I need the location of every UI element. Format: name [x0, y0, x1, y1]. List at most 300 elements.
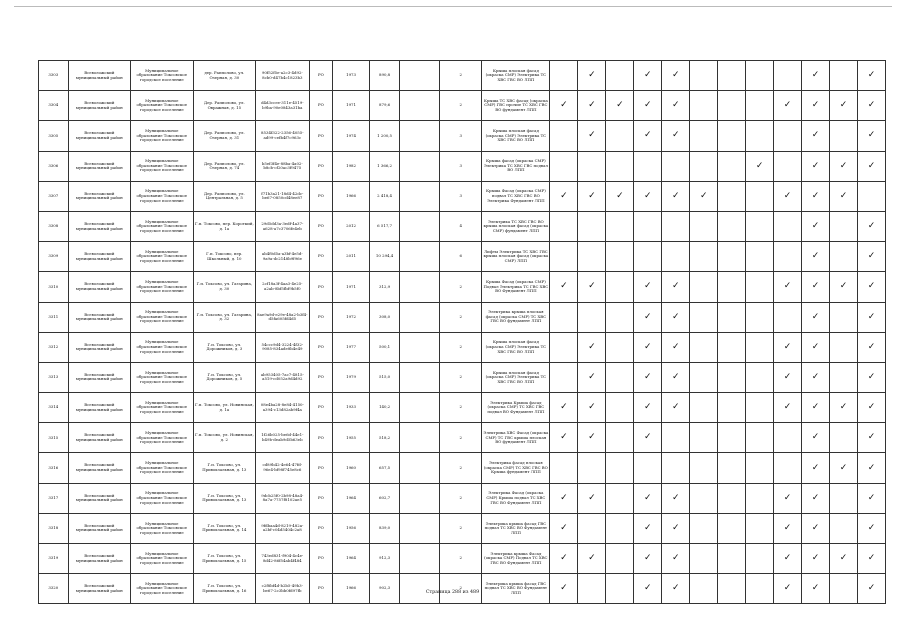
ownership-cell: РО [309, 151, 333, 181]
municipality-cell: Муниципальное образование Токсовское городское поселение [131, 453, 194, 483]
empty-cell [400, 423, 440, 453]
floors-cell: 2 [440, 453, 482, 483]
works-cell: Электрика ТС ХВС ГВС ВО крыша плоская фасад (окраска СМР) фундамент ЛПП [482, 211, 550, 241]
work-check-cell [774, 513, 802, 543]
work-check-cell [690, 544, 718, 574]
area-cell: 912,3 [369, 544, 400, 574]
ownership-cell: РО [309, 393, 333, 423]
empty-cell [400, 544, 440, 574]
work-check-cell [802, 423, 830, 453]
work-check-cell [830, 181, 858, 211]
works-cell: Электрика Крыша фасад (окраска СМР) ТС ХВС ГВС подвал ВО Фундамент ЛПП [482, 393, 550, 423]
address-cell: Г.п. Токсово, ул. Новинская, д. 2 [193, 423, 256, 453]
work-check-cell [802, 483, 830, 513]
work-check-cell [634, 483, 662, 513]
build-year-cell: 1933 [333, 393, 369, 423]
floors-cell: 2 [440, 574, 482, 604]
row-number: 3311 [39, 302, 69, 332]
work-check-cell [550, 61, 578, 91]
table-row [39, 513, 886, 543]
empty-cell [400, 61, 440, 91]
work-check-cell [550, 393, 578, 423]
check-mark-icon: ✓ [811, 371, 820, 382]
work-check-cell [550, 272, 578, 302]
municipality-cell: Муниципальное образование Токсовское городское поселение [131, 242, 194, 272]
table-row [39, 181, 886, 211]
check-mark-icon: ✓ [644, 522, 652, 533]
district-cell: Всеволожский муниципальный район [68, 151, 131, 181]
work-check-cell [718, 362, 746, 392]
work-check-cell [634, 513, 662, 543]
row-number: 3307 [39, 181, 69, 211]
work-check-cell [746, 453, 774, 483]
build-year-cell: 2012 [333, 211, 369, 241]
check-mark-icon: ✓ [811, 462, 820, 473]
work-check-cell [718, 181, 746, 211]
work-check-cell [718, 61, 746, 91]
work-check-cell [802, 61, 830, 91]
work-check-cell [802, 91, 830, 121]
floors-cell: 2 [440, 483, 482, 513]
work-check-cell [634, 242, 662, 272]
work-check-cell [578, 483, 606, 513]
check-mark-icon: ✓ [839, 402, 848, 413]
check-mark-icon: ✓ [811, 402, 820, 413]
build-year-cell: 1971 [333, 91, 369, 121]
empty-cell [400, 272, 440, 302]
district-cell: Всеволожский муниципальный район [68, 574, 131, 604]
district-cell: Всеволожский муниципальный район [68, 423, 131, 453]
work-check-cell [662, 61, 690, 91]
work-check-cell [746, 483, 774, 513]
building-code-cell: b5ef3f4e-88ba-4a02-b8cb-cf20ac3f9475 [256, 151, 309, 181]
check-mark-icon: ✓ [811, 281, 820, 292]
check-mark-icon: ✓ [867, 522, 876, 533]
work-check-cell [606, 151, 634, 181]
district-cell: Всеволожский муниципальный район [68, 91, 131, 121]
work-check-cell [774, 332, 802, 362]
check-mark-icon: ✓ [867, 311, 876, 322]
row-number: 3318 [39, 513, 69, 543]
works-cell: Электрика крыша плоская фасад (окраска СМР) ТС ХВС ГВС ВО фундамент ЛПП [482, 302, 550, 332]
check-mark-icon: ✓ [783, 522, 792, 533]
municipality-cell: Муниципальное образование Токсовское городское поселение [131, 61, 194, 91]
work-check-cell [634, 453, 662, 483]
area-cell: 312,9 [369, 272, 400, 302]
check-mark-icon: ✓ [867, 462, 876, 473]
work-check-cell [550, 483, 578, 513]
work-check-cell [550, 423, 578, 453]
work-check-cell [857, 513, 885, 543]
table-row [39, 91, 886, 121]
works-cell: Электрика фасад плоская (окраска СМР) ТС ХВС ГВС ВО Крыша фундамент ЛПП [482, 453, 550, 483]
work-check-cell [830, 91, 858, 121]
work-check-cell [634, 302, 662, 332]
works-cell: Лифты Электрика ТС ХВС ГВС крыша плоская фасад (окраска СМР) ЛПП [482, 242, 550, 272]
area-cell: 518,2 [369, 423, 400, 453]
work-check-cell [746, 91, 774, 121]
ownership-cell: РО [309, 544, 333, 574]
work-check-cell [830, 242, 858, 272]
check-mark-icon: ✓ [588, 70, 596, 81]
check-mark-icon: ✓ [644, 130, 652, 141]
district-cell: Всеволожский муниципальный район [68, 513, 131, 543]
row-number: 3312 [39, 332, 69, 362]
check-mark-icon: ✓ [783, 492, 792, 503]
work-check-cell [774, 121, 802, 151]
build-year-cell: 2011 [333, 242, 369, 272]
work-check-cell [830, 453, 858, 483]
check-mark-icon: ✓ [811, 341, 820, 352]
work-check-cell [830, 61, 858, 91]
work-check-cell [578, 272, 606, 302]
work-check-cell [606, 91, 634, 121]
work-check-cell [550, 181, 578, 211]
building-code-cell: 29d5dd3a-3edf-4a37-a628-a7c3706fe4eb [256, 211, 309, 241]
work-check-cell [690, 574, 718, 604]
check-mark-icon: ✓ [644, 583, 652, 594]
floors-cell: 2 [440, 272, 482, 302]
row-number: 3316 [39, 453, 69, 483]
check-mark-icon: ✓ [644, 432, 652, 443]
check-mark-icon: ✓ [671, 130, 680, 141]
check-mark-icon: ✓ [867, 553, 876, 564]
district-cell: Всеволожский муниципальный район [68, 242, 131, 272]
ownership-cell: РО [309, 61, 333, 91]
district-cell: Всеволожский муниципальный район [68, 61, 131, 91]
build-year-cell: 1971 [333, 272, 369, 302]
check-mark-icon: ✓ [811, 160, 820, 171]
check-mark-icon: ✓ [671, 281, 680, 292]
work-check-cell [606, 121, 634, 151]
work-check-cell [578, 574, 606, 604]
check-mark-icon: ✓ [867, 341, 876, 352]
work-check-cell [662, 393, 690, 423]
floors-cell: 3 [440, 121, 482, 151]
floors-cell: 3 [440, 181, 482, 211]
work-check-cell [830, 121, 858, 151]
check-mark-icon: ✓ [867, 70, 876, 81]
check-mark-icon: ✓ [839, 100, 848, 111]
work-check-cell [857, 362, 885, 392]
check-mark-icon: ✓ [560, 281, 568, 292]
work-check-cell [690, 211, 718, 241]
work-check-cell [550, 151, 578, 181]
building-code-cell: 54ccc9d4-3224-4f32-9085-834ade8b4e49 [256, 332, 309, 362]
work-check-cell [746, 242, 774, 272]
work-check-cell [774, 393, 802, 423]
work-check-cell [830, 574, 858, 604]
work-check-cell [662, 513, 690, 543]
work-check-cell [690, 423, 718, 453]
work-check-cell [606, 483, 634, 513]
works-cell: Крыша фасад (окраска СМР) Электрика ТС ХВС ГВС подвал ВО ЛПП [482, 151, 550, 181]
build-year-cell: 1966 [333, 574, 369, 604]
work-check-cell [690, 453, 718, 483]
address-cell: Г.п. Токсово, ул. Привокзальная, д. 16 [193, 574, 256, 604]
check-mark-icon: ✓ [839, 160, 848, 171]
address-cell: Г.п. Токсово, ул. Привокзальная, д. 13 [193, 453, 256, 483]
work-check-cell [802, 544, 830, 574]
check-mark-icon: ✓ [560, 100, 568, 111]
work-check-cell [606, 61, 634, 91]
check-mark-icon: ✓ [671, 70, 680, 81]
work-check-cell [550, 121, 578, 151]
work-check-cell [578, 423, 606, 453]
check-mark-icon: ✓ [783, 583, 792, 594]
work-check-cell [857, 393, 885, 423]
check-mark-icon: ✓ [867, 371, 876, 382]
ownership-cell: РО [309, 423, 333, 453]
address-cell: Дер. Рапполово, ул. Центральная, д. 5 [193, 181, 256, 211]
empty-cell [400, 121, 440, 151]
work-check-cell [830, 423, 858, 453]
municipality-cell: Муниципальное образование Токсовское городское поселение [131, 393, 194, 423]
area-cell: 839,0 [369, 513, 400, 543]
empty-cell [400, 393, 440, 423]
work-check-cell [578, 121, 606, 151]
table-row [39, 453, 886, 483]
check-mark-icon: ✓ [811, 70, 820, 81]
work-check-cell [857, 453, 885, 483]
row-number: 3317 [39, 483, 69, 513]
work-check-cell [830, 362, 858, 392]
works-cell: Электрика крыша фасад ГВС подвал ТС ХВС ВО Фундамент ЛПП [482, 574, 550, 604]
floors-cell: 3 [440, 151, 482, 181]
work-check-cell [662, 242, 690, 272]
work-check-cell [550, 544, 578, 574]
building-code-cell: cd89b42-4e64-47fd-96e4-bf98f745e8c6 [256, 453, 309, 483]
check-mark-icon: ✓ [699, 190, 708, 201]
work-check-cell [690, 151, 718, 181]
empty-cell [400, 362, 440, 392]
work-check-cell [718, 242, 746, 272]
municipality-cell: Муниципальное образование Токсовское городское поселение [131, 483, 194, 513]
work-check-cell [857, 181, 885, 211]
work-check-cell [802, 272, 830, 302]
ownership-cell: РО [309, 362, 333, 392]
municipality-cell: Муниципальное образование Токсовское городское поселение [131, 362, 194, 392]
check-mark-icon: ✓ [811, 130, 820, 141]
work-check-cell [662, 574, 690, 604]
work-check-cell [606, 393, 634, 423]
floors-cell: 2 [440, 302, 482, 332]
building-code-cell: 90f52f5e-a2c3-4d92-8cb0-d47b4c1823b3 [256, 61, 309, 91]
building-code-cell: c2f8bf4d-b2b5-49b3-be67-2c3bb0fd97fb [256, 574, 309, 604]
address-cell: дер. Рапполово, ул. Озерная, д. 30 [193, 61, 256, 91]
area-cell: 1 366,2 [369, 151, 400, 181]
check-mark-icon: ✓ [588, 100, 596, 111]
row-number: 3308 [39, 211, 69, 241]
empty-cell [400, 332, 440, 362]
work-check-cell [830, 272, 858, 302]
district-cell: Всеволожский муниципальный район [68, 362, 131, 392]
work-check-cell [718, 211, 746, 241]
bottom-faint-text [14, 633, 892, 637]
works-cell: Крыша плоская фасад (окраска СМР) Электрика ТС ХВС ГВС ВО ЛПП [482, 121, 550, 151]
work-check-cell [578, 242, 606, 272]
work-check-cell [830, 211, 858, 241]
works-cell: Электрика ХВС Фасад (окраска СМР) ТС ГВС крыша плоская ВО фундамент ЛПП [482, 423, 550, 453]
check-mark-icon: ✓ [811, 492, 820, 503]
building-code-cell: 2cf18a3f-4aa3-4e25-a2ab-8bf5fbf9b5f0 [256, 272, 309, 302]
build-year-cell: 1982 [333, 151, 369, 181]
check-mark-icon: ✓ [671, 190, 680, 201]
floors-cell: 6 [440, 242, 482, 272]
work-check-cell [718, 272, 746, 302]
work-check-cell [550, 91, 578, 121]
check-mark-icon: ✓ [811, 432, 820, 443]
work-check-cell [578, 513, 606, 543]
address-cell: Дер. Рапполово, ул. Озерная, д. 31 [193, 121, 256, 151]
work-check-cell [606, 332, 634, 362]
check-mark-icon: ✓ [783, 402, 792, 413]
work-check-cell [550, 362, 578, 392]
work-check-cell [718, 121, 746, 151]
floors-cell: 2 [440, 513, 482, 543]
work-check-cell [578, 544, 606, 574]
check-mark-icon: ✓ [839, 462, 848, 473]
work-check-cell [746, 61, 774, 91]
check-mark-icon: ✓ [811, 311, 820, 322]
work-check-cell [606, 211, 634, 241]
work-check-cell [634, 574, 662, 604]
district-cell: Всеволожский муниципальный район [68, 483, 131, 513]
floors-cell: 2 [440, 61, 482, 91]
page-top-border [14, 6, 892, 7]
work-check-cell [774, 91, 802, 121]
table-row [39, 362, 886, 392]
work-check-cell [718, 393, 746, 423]
work-check-cell [802, 574, 830, 604]
work-check-cell [857, 574, 885, 604]
work-check-cell [746, 513, 774, 543]
check-mark-icon: ✓ [811, 522, 820, 533]
work-check-cell [578, 211, 606, 241]
work-check-cell [690, 181, 718, 211]
work-check-cell [802, 121, 830, 151]
municipality-cell: Муниципальное образование Токсовское городское поселение [131, 121, 194, 151]
table-row [39, 423, 886, 453]
work-check-cell [662, 483, 690, 513]
check-mark-icon: ✓ [644, 492, 652, 503]
work-check-cell [830, 332, 858, 362]
area-cell: 1 200,5 [369, 121, 400, 151]
work-check-cell [774, 151, 802, 181]
work-check-cell [634, 272, 662, 302]
work-check-cell [606, 513, 634, 543]
building-code-cell: 1f26b025-be6d-44e1-b49b-deab9d5b63eb [256, 423, 309, 453]
work-check-cell [634, 61, 662, 91]
work-check-cell [746, 332, 774, 362]
work-check-cell [718, 483, 746, 513]
work-check-cell [578, 181, 606, 211]
work-check-cell [606, 181, 634, 211]
building-code-cell: ab953405-7ac7-4815-a519-cd052a9d4d92 [256, 362, 309, 392]
check-mark-icon: ✓ [671, 341, 680, 352]
area-cell: 602,7 [369, 483, 400, 513]
check-mark-icon: ✓ [560, 522, 568, 533]
work-check-cell [830, 302, 858, 332]
work-check-cell [857, 332, 885, 362]
table-row [39, 121, 886, 151]
municipality-cell: Муниципальное образование Токсовское городское поселение [131, 302, 194, 332]
work-check-cell [634, 423, 662, 453]
municipality-cell: Муниципальное образование Токсовское городское поселение [131, 181, 194, 211]
check-mark-icon: ✓ [867, 281, 876, 292]
floors-cell: 2 [440, 362, 482, 392]
work-check-cell [802, 151, 830, 181]
build-year-cell: 1972 [333, 302, 369, 332]
area-cell: 500,1 [369, 332, 400, 362]
work-check-cell [662, 544, 690, 574]
building-code-cell: ab4f0d5a-a3bf-4e5d-9a9a-dc2148b9f96e [256, 242, 309, 272]
district-cell: Всеволожский муниципальный район [68, 211, 131, 241]
building-code-cell: 9dcb25f0-2b98-48a4-8a7a-7757f8102ae5 [256, 483, 309, 513]
work-check-cell [690, 272, 718, 302]
row-number: 3313 [39, 362, 69, 392]
work-check-cell [690, 121, 718, 151]
work-check-cell [690, 61, 718, 91]
table-row [39, 332, 886, 362]
ownership-cell: РО [309, 121, 333, 151]
check-mark-icon: ✓ [644, 553, 652, 564]
floors-cell: 4 [440, 211, 482, 241]
work-check-cell [857, 544, 885, 574]
check-mark-icon: ✓ [783, 371, 792, 382]
ownership-cell: РО [309, 332, 333, 362]
row-number: 3315 [39, 423, 69, 453]
empty-cell [400, 91, 440, 121]
check-mark-icon: ✓ [671, 522, 680, 533]
work-check-cell [857, 302, 885, 332]
work-check-cell [857, 121, 885, 151]
works-cell: Крыша плоская фасад (окраска СМР) Электрика ТС ХВС ГВС ВО ЛПП [482, 61, 550, 91]
check-mark-icon: ✓ [588, 492, 596, 503]
work-check-cell [746, 362, 774, 392]
work-check-cell [690, 483, 718, 513]
work-check-cell [746, 151, 774, 181]
ownership-cell: РО [309, 453, 333, 483]
work-check-cell [634, 211, 662, 241]
address-cell: Г.п. Токсово, ул. Гагарина, д. 30 [193, 272, 256, 302]
area-cell: 902,3 [369, 574, 400, 604]
check-mark-icon: ✓ [671, 492, 680, 503]
table-row [39, 544, 886, 574]
work-check-cell [578, 61, 606, 91]
floors-cell: 2 [440, 393, 482, 423]
work-check-cell [802, 393, 830, 423]
work-check-cell [690, 302, 718, 332]
check-mark-icon: ✓ [867, 160, 876, 171]
check-mark-icon: ✓ [560, 583, 568, 594]
work-check-cell [606, 272, 634, 302]
check-mark-icon: ✓ [644, 371, 652, 382]
floors-cell: 2 [440, 91, 482, 121]
works-cell: Крыша плоская фасад (окраска СМР) Электрика ТС ХВС ГВС ВО ЛПП [482, 362, 550, 392]
work-check-cell [606, 242, 634, 272]
build-year-cell: 1974 [333, 121, 369, 151]
check-mark-icon: ✓ [560, 432, 568, 443]
work-check-cell [718, 423, 746, 453]
floors-cell: 2 [440, 544, 482, 574]
check-mark-icon: ✓ [560, 402, 568, 413]
area-cell: 657,5 [369, 453, 400, 483]
work-check-cell [857, 211, 885, 241]
check-mark-icon: ✓ [644, 311, 652, 322]
build-year-cell: 1964 [333, 483, 369, 513]
work-check-cell [774, 302, 802, 332]
